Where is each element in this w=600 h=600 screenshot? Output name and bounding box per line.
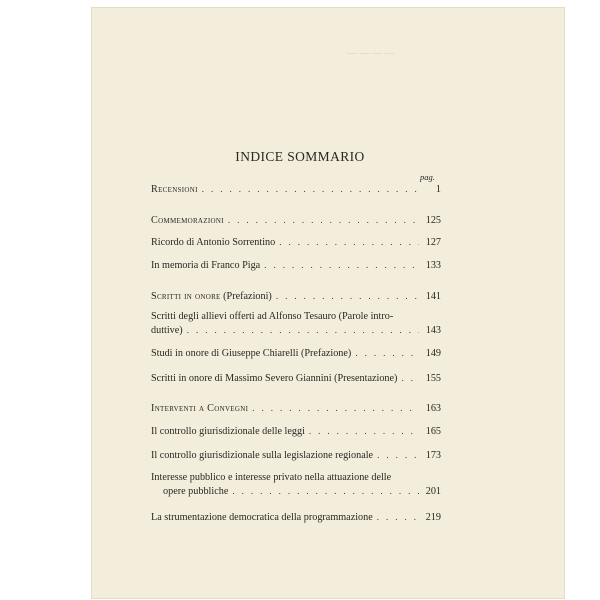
leader-dots [351,347,419,360]
leader-dots [275,236,419,249]
toc-entry-title: Scritti degli allievi offerti ad Alfonso Tesauro (Parole intro- [151,311,394,322]
toc-entry-page: 165 [425,426,441,437]
toc-entry [151,372,441,386]
toc-entry [151,472,441,498]
toc-entry [151,259,441,273]
toc-entry-page: 141 [425,291,441,302]
leader-dots [305,425,419,438]
toc-entry-title-suffix: (Prefazioni) [220,291,272,302]
toc-entry-title: Interesse pubblico e interesse privato nella attuazione delle [151,472,392,483]
toc-entry-title: Il controllo giurisdizionale delle leggi [151,426,305,437]
leader-dots [198,183,419,196]
leader-dots [183,324,419,337]
toc-entry-page: 125 [425,215,441,226]
leader-dots [228,485,419,498]
bleed-through-text: — — — — [347,48,395,59]
toc-entry-title: Interventi a Convegni [151,403,249,414]
toc-entry-page: 163 [425,403,441,414]
toc-entry-title-continued: duttive) [151,324,183,336]
toc-entry-page: 127 [425,237,441,248]
toc-entry [151,449,441,463]
leader-dots [248,402,419,415]
toc-entry [151,183,441,197]
toc-entry [151,425,441,439]
toc-entry-page: 173 [425,450,441,461]
toc-entry-title: Ricordo di Antonio Sorrentino [151,237,276,248]
toc-entry-page: 201 [425,485,441,497]
leader-dots [373,511,419,524]
leader-dots [397,372,419,385]
toc-entry [151,347,441,361]
page-column-label: pag. [420,172,435,182]
toc-entry-title: Scritti in onore [151,291,221,302]
toc-entry-title: Recensioni [151,184,198,195]
leader-dots [373,449,419,462]
toc-entry-page: 149 [425,348,441,359]
toc-entry-page: 219 [425,512,441,523]
toc-entry [151,214,441,228]
toc-entry-title: In memoria di Franco Piga [151,260,261,271]
toc-entry-title: Studi in onore di Giuseppe Chiarelli (Prefazione) [151,348,352,359]
page-title: INDICE SOMMARIO [235,149,365,164]
toc-entry-page: 1 [435,184,441,195]
toc-entry-page: 155 [425,373,441,384]
toc-entry [151,236,441,250]
toc-entry-title-continued: opere pubbliche [163,485,229,497]
toc-entry-title: Scritti in onore di Massimo Severo Giannini (Presentazione) [151,373,398,384]
toc-entry-page: 143 [425,324,441,336]
leader-dots [260,259,419,272]
leader-dots [224,214,419,227]
toc-entry [151,290,441,304]
toc-entry [151,311,441,337]
toc-entry-title: Commemorazioni [151,215,224,226]
toc-entry-page: 133 [425,260,441,271]
toc-entry-title: La strumentazione democratica della programmazione [151,512,373,523]
toc-entry [151,402,441,416]
leader-dots [272,290,419,303]
toc-entry [151,511,441,525]
toc-entry-title: Il controllo giurisdizionale sulla legislazione regionale [151,450,374,461]
